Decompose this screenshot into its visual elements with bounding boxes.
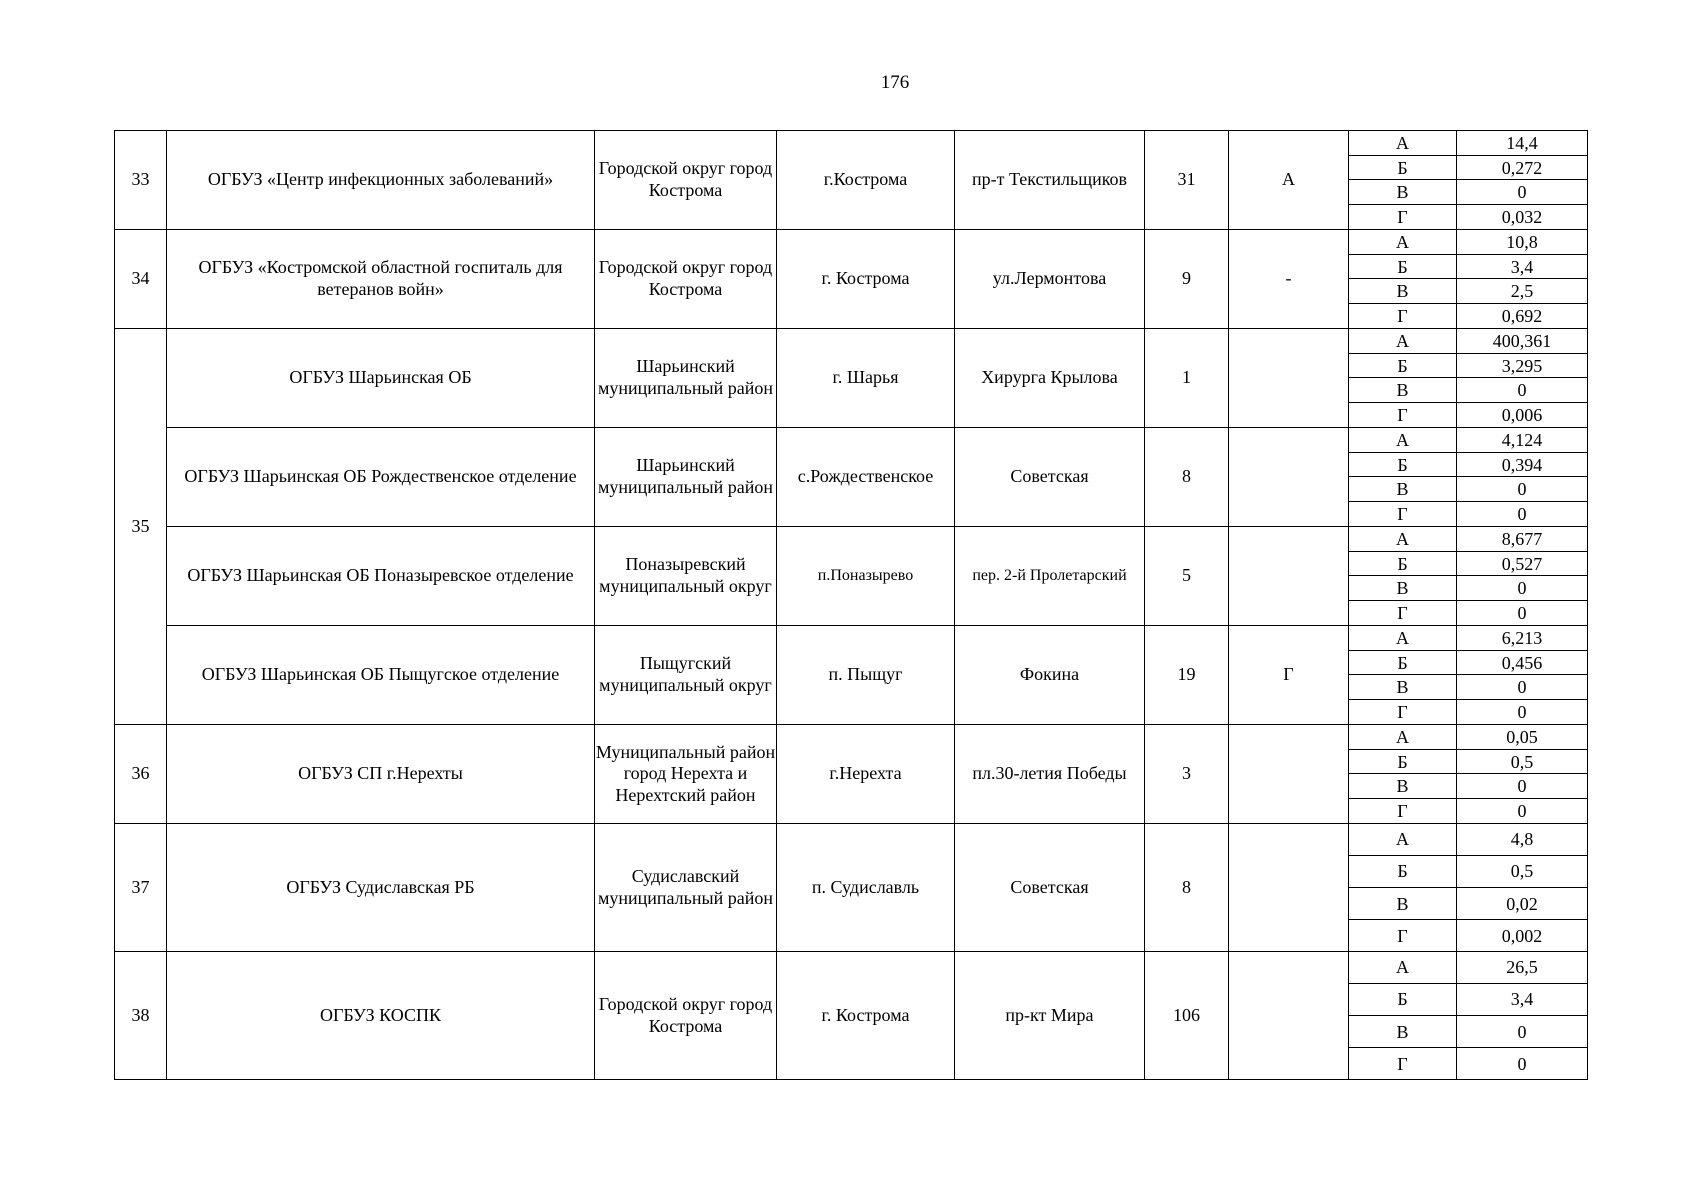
category-values-cell	[1349, 824, 1588, 952]
street-cell: Фокина	[955, 626, 1145, 725]
category-label: Г	[1349, 205, 1457, 229]
category-row	[1349, 952, 1587, 983]
category-label: Г	[1349, 601, 1457, 625]
district-cell: Городской округ город Кострома	[595, 230, 777, 329]
category-label: Г	[1349, 799, 1457, 823]
category-label: Г	[1349, 403, 1457, 427]
category-row	[1349, 700, 1587, 724]
category-value: 0	[1457, 477, 1588, 502]
organization-cell: ОГБУЗ Шарьинская ОБ Рождественское отделение	[167, 428, 595, 527]
street-cell: ул.Лермонтова	[955, 230, 1145, 329]
category-row	[1349, 452, 1587, 477]
house-number-cell: 5	[1145, 527, 1229, 626]
category-label: Г	[1349, 502, 1457, 526]
category-label: Б	[1349, 155, 1457, 180]
category-label: Б	[1349, 254, 1457, 279]
category-value: 0,692	[1501, 306, 1543, 327]
category-row	[1349, 855, 1587, 887]
row-number-cell: 36	[115, 725, 167, 824]
district-cell: Судиславский муниципальный район	[595, 824, 777, 952]
category-row	[1349, 824, 1587, 855]
category-label: Б	[1349, 452, 1457, 477]
table-row	[115, 824, 1588, 952]
house-number-cell: 31	[1145, 131, 1229, 230]
category-label: Г	[1349, 700, 1457, 724]
category-label: Б	[1349, 983, 1457, 1015]
street-cell: Советская	[955, 428, 1145, 527]
locality-cell: п. Судиславль	[777, 824, 955, 952]
category-value: 0,272	[1457, 155, 1588, 180]
category-label: Б	[1349, 650, 1457, 675]
category-value: 0	[1457, 378, 1588, 403]
category-row	[1349, 254, 1587, 279]
category-value: 2,5	[1457, 279, 1588, 304]
category-value: 0,527	[1457, 551, 1588, 576]
category-value: 0	[1457, 675, 1588, 700]
letter-cell	[1229, 329, 1349, 428]
category-row	[1349, 477, 1587, 502]
category-row	[1349, 626, 1587, 650]
category-label: А	[1349, 329, 1457, 353]
category-values-cell	[1349, 626, 1588, 725]
category-label: В	[1349, 477, 1457, 502]
category-row	[1349, 180, 1587, 205]
table-row	[115, 527, 1588, 626]
table-row	[115, 952, 1588, 1080]
row-number-cell: 34	[115, 230, 167, 329]
category-value: 3,4	[1457, 983, 1588, 1015]
letter-cell	[1229, 428, 1349, 527]
category-label: Б	[1349, 353, 1457, 378]
row-number-cell: 33	[115, 131, 167, 230]
organization-cell: ОГБУЗ Судиславская РБ	[167, 824, 595, 952]
row-number-cell: 38	[115, 952, 167, 1080]
category-row	[1349, 279, 1587, 304]
category-row	[1349, 403, 1587, 427]
house-number-cell: 3	[1145, 725, 1229, 824]
category-label: А	[1349, 131, 1457, 155]
category-values-cell	[1349, 952, 1588, 1080]
category-value: 14,4	[1457, 131, 1588, 155]
category-label: Г	[1349, 1048, 1457, 1079]
category-value: 8,677	[1457, 527, 1588, 551]
table-row	[115, 626, 1588, 725]
category-value: 10,8	[1457, 230, 1588, 254]
category-value: 0,02	[1457, 887, 1588, 919]
category-label: В	[1349, 774, 1457, 799]
category-row	[1349, 920, 1587, 951]
district-cell: Городской округ город Кострома	[595, 131, 777, 230]
category-row	[1349, 205, 1587, 229]
category-value: 3,4	[1457, 254, 1588, 279]
category-values-cell	[1349, 428, 1588, 527]
category-label: В	[1349, 378, 1457, 403]
house-number-cell: 9	[1145, 230, 1229, 329]
category-row	[1349, 983, 1587, 1015]
locality-cell: с.Рождественское	[777, 428, 955, 527]
house-number-cell: 8	[1145, 428, 1229, 527]
category-value: 0,032	[1501, 207, 1543, 228]
letter-cell: Г	[1229, 626, 1349, 725]
category-label: В	[1349, 576, 1457, 601]
category-value: 0	[1457, 1015, 1588, 1047]
district-cell: Городской округ город Кострома	[595, 952, 777, 1080]
category-label: А	[1349, 626, 1457, 650]
locality-cell: г.Кострома	[777, 131, 955, 230]
category-value: 0	[1517, 603, 1527, 624]
category-row	[1349, 131, 1587, 155]
letter-cell	[1229, 952, 1349, 1080]
category-row	[1349, 576, 1587, 601]
category-value: 0	[1457, 576, 1588, 601]
organization-cell: ОГБУЗ «Центр инфекционных заболеваний»	[167, 131, 595, 230]
category-row	[1349, 725, 1587, 749]
organization-cell: ОГБУЗ Шарьинская ОБ Пыщугское отделение	[167, 626, 595, 725]
category-row	[1349, 304, 1587, 328]
category-value: 0	[1517, 801, 1527, 822]
category-label: Б	[1349, 855, 1457, 887]
house-number-cell: 106	[1145, 952, 1229, 1080]
category-row	[1349, 675, 1587, 700]
district-cell: Муниципальный район город Нерехта и Нерехтский район	[595, 725, 777, 824]
house-number-cell: 8	[1145, 824, 1229, 952]
category-label: А	[1349, 527, 1457, 551]
category-value: 6,213	[1457, 626, 1588, 650]
locality-cell: п.Поназырево	[777, 527, 955, 626]
category-value: 0	[1457, 774, 1588, 799]
table-row	[115, 230, 1588, 329]
category-row	[1349, 799, 1587, 823]
table-row	[115, 131, 1588, 230]
category-row	[1349, 329, 1587, 353]
category-value: 4,124	[1457, 428, 1588, 452]
category-values-cell	[1349, 329, 1588, 428]
locality-cell: г. Кострома	[777, 952, 955, 1080]
category-row	[1349, 502, 1587, 526]
category-label: В	[1349, 279, 1457, 304]
category-value: 0,05	[1457, 725, 1588, 749]
street-cell: пер. 2-й Пролетарский	[955, 527, 1145, 626]
category-row	[1349, 527, 1587, 551]
organization-cell: ОГБУЗ «Костромской областной госпиталь для ветеранов войн»	[167, 230, 595, 329]
organization-cell: ОГБУЗ СП г.Нерехты	[167, 725, 595, 824]
organization-cell: ОГБУЗ Шарьинская ОБ Поназыревское отделение	[167, 527, 595, 626]
category-value: 400,361	[1457, 329, 1588, 353]
category-row	[1349, 230, 1587, 254]
district-cell: Поназыревский муниципальный округ	[595, 527, 777, 626]
category-label: В	[1349, 675, 1457, 700]
table-row	[115, 428, 1588, 527]
street-cell: пр-т Текстильщиков	[955, 131, 1145, 230]
table-row	[115, 329, 1588, 428]
category-row	[1349, 428, 1587, 452]
house-number-cell: 1	[1145, 329, 1229, 428]
letter-cell	[1229, 527, 1349, 626]
category-row	[1349, 378, 1587, 403]
locality-cell: г.Нерехта	[777, 725, 955, 824]
district-cell: Шарьинский муниципальный район	[595, 329, 777, 428]
category-values-cell	[1349, 230, 1588, 329]
category-row	[1349, 1015, 1587, 1047]
facilities-table	[114, 130, 1588, 1080]
category-value: 0	[1457, 180, 1588, 205]
category-values-cell	[1349, 725, 1588, 824]
category-value: 0,394	[1457, 452, 1588, 477]
category-row	[1349, 1048, 1587, 1079]
category-row	[1349, 551, 1587, 576]
category-label: В	[1349, 1015, 1457, 1047]
category-value: 3,295	[1457, 353, 1588, 378]
page-number: 176	[880, 72, 910, 93]
category-row	[1349, 650, 1587, 675]
letter-cell: А	[1229, 131, 1349, 230]
category-value: 4,8	[1457, 824, 1588, 855]
district-cell: Шарьинский муниципальный район	[595, 428, 777, 527]
category-label: Б	[1349, 551, 1457, 576]
category-value: 0,5	[1457, 855, 1588, 887]
district-cell: Пыщугский муниципальный округ	[595, 626, 777, 725]
category-label: А	[1349, 725, 1457, 749]
street-cell: Советская	[955, 824, 1145, 952]
street-cell: Хирурга Крылова	[955, 329, 1145, 428]
category-label: Г	[1349, 304, 1457, 328]
organization-cell: ОГБУЗ Шарьинская ОБ	[167, 329, 595, 428]
category-value: 0,006	[1501, 405, 1543, 426]
street-cell: пр-кт Мира	[955, 952, 1145, 1080]
locality-cell: г. Шарья	[777, 329, 955, 428]
category-label: А	[1349, 230, 1457, 254]
category-row	[1349, 774, 1587, 799]
category-value: 0	[1517, 702, 1527, 723]
letter-cell	[1229, 725, 1349, 824]
row-number-cell: 37	[115, 824, 167, 952]
category-label: В	[1349, 180, 1457, 205]
category-row	[1349, 887, 1587, 919]
category-row	[1349, 601, 1587, 625]
category-value: 0,002	[1501, 925, 1543, 946]
house-number-cell: 19	[1145, 626, 1229, 725]
category-values-cell	[1349, 131, 1588, 230]
category-value: 0,5	[1457, 749, 1588, 774]
category-label: Б	[1349, 749, 1457, 774]
category-label: А	[1349, 952, 1457, 983]
category-label: Г	[1349, 920, 1457, 951]
category-row	[1349, 749, 1587, 774]
row-number-cell: 35	[115, 329, 167, 725]
locality-cell: п. Пыщуг	[777, 626, 955, 725]
category-value: 26,5	[1457, 952, 1588, 983]
category-label: А	[1349, 824, 1457, 855]
locality-cell: г. Кострома	[777, 230, 955, 329]
category-value: 0	[1517, 1053, 1527, 1074]
category-values-cell	[1349, 527, 1588, 626]
letter-cell	[1229, 824, 1349, 952]
street-cell: пл.30-летия Победы	[955, 725, 1145, 824]
category-label: В	[1349, 887, 1457, 919]
category-row	[1349, 353, 1587, 378]
category-value: 0,456	[1457, 650, 1588, 675]
letter-cell: -	[1229, 230, 1349, 329]
category-label: А	[1349, 428, 1457, 452]
category-value: 0	[1517, 504, 1527, 525]
category-row	[1349, 155, 1587, 180]
table-row	[115, 725, 1588, 824]
organization-cell: ОГБУЗ КОСПК	[167, 952, 595, 1080]
